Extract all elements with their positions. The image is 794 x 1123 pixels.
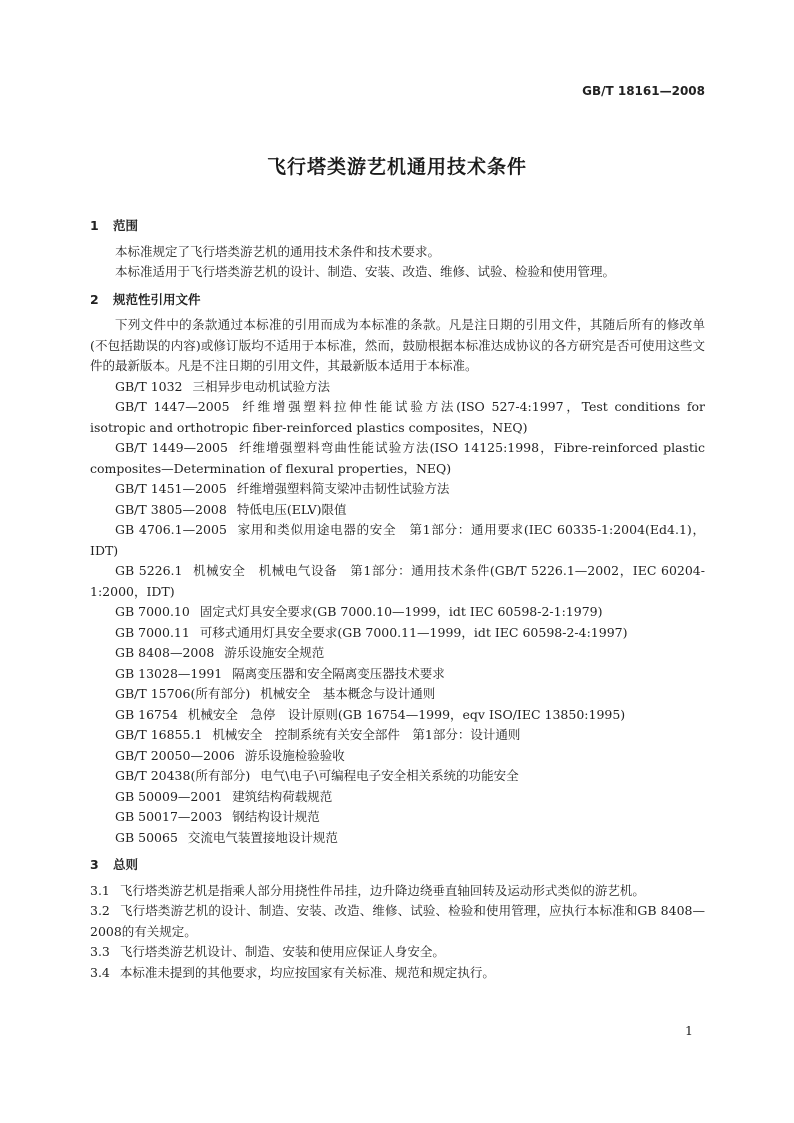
reference-code: GB 50017—2003	[115, 809, 223, 824]
section-number: 3	[90, 857, 99, 872]
reference-code: GB/T 15706(所有部分)	[115, 686, 251, 701]
paragraph: 下列文件中的条款通过本标准的引用而成为本标准的条款。凡是注日期的引用文件，其随后所有的修改单(不包括勘误的内容)或修订版均不适用于本标准，然而，鼓励根据本标准达成协议的各方研究是否可使用这些文件的最新版本。凡是不注日期的引用文件，其最新版本适用于本标准。	[90, 317, 705, 373]
paragraph: 本标准规定了飞行塔类游艺机的通用技术条件和技术要求。	[115, 243, 441, 259]
reference-entry	[90, 807, 705, 828]
reference-code: GB/T 20050—2006	[115, 747, 235, 763]
reference-code: GB 50009—2001	[115, 788, 223, 804]
reference-title: 交流电气装置接地设计规范	[187, 829, 338, 845]
clause-number: 3.3	[90, 944, 110, 959]
reference-code: GB 13028—1991	[115, 665, 223, 681]
reference-entry	[90, 377, 705, 398]
reference-entry	[90, 438, 705, 479]
reference-code: GB/T 1447—2005	[115, 399, 230, 414]
reference-title: 家用和类似用途电器的安全 第1部分：通用要求(IEC 60335-1:2004(Ed4.1)，IDT)	[90, 522, 705, 558]
reference-code: GB 5226.1	[115, 563, 183, 578]
document-title: 飞行塔类游艺机通用技术条件	[266, 156, 527, 178]
reference-title: 纤维增强塑料拉伸性能试验方法(ISO 527-4:1997，Test conditions for isotropic and orthotropic fiber-reinforced plastics composites，NEQ)	[90, 399, 705, 435]
paragraph: 本标准适用于飞行塔类游艺机的设计、制造、安装、改造、维修、试验、检验和使用管理。	[115, 264, 616, 279]
reference-entry	[90, 725, 705, 746]
reference-code: GB/T 16855.1	[115, 727, 203, 742]
section-1-heading	[90, 216, 705, 237]
reference-title: 机械安全 机械电气设备 第1部分：通用技术条件(GB/T 5226.1—2002，IEC 60204-1:2000，IDT)	[90, 563, 705, 599]
section-number: 1	[90, 218, 99, 233]
reference-entry	[90, 500, 705, 521]
reference-title: 固定式灯具安全要求(GB 7000.10—1999，idt IEC 60598-2-1:1979)	[199, 604, 603, 619]
reference-entry	[90, 623, 705, 644]
reference-entry	[90, 643, 705, 664]
reference-title: 特低电压(ELV)限值	[236, 501, 347, 517]
reference-code: GB 7000.10	[115, 604, 190, 619]
clause-list	[90, 881, 705, 984]
reference-title: 三相异步电动机试验方法	[192, 378, 331, 394]
reference-code: GB/T 1449—2005	[115, 440, 228, 455]
reference-code: GB 7000.11	[115, 624, 190, 640]
reference-code: GB/T 20438(所有部分)	[115, 768, 251, 783]
reference-code: GB 16754	[115, 706, 178, 722]
reference-title: 游乐设施检验验收	[244, 747, 345, 763]
clause-text: 飞行塔类游艺机是指乘人部分用挠性件吊挂，边升降边绕垂直轴回转及运动形式类似的游艺机。	[119, 882, 645, 898]
clause	[90, 963, 705, 984]
clause	[90, 881, 705, 902]
reference-title: 可移式通用灯具安全要求(GB 7000.11—1999，idt IEC 60598-2-4:1997)	[199, 624, 628, 640]
reference-entry	[90, 520, 705, 561]
clause-number: 3.2	[90, 903, 110, 918]
reference-title: 隔离变压器和安全隔离变压器技术要求	[232, 665, 445, 681]
section-3-heading	[90, 855, 705, 876]
reference-title: 纤维增强塑料弯曲性能试验方法(ISO 14125:1998，Fibre-reinforced plastic composites—Determination of flexural properties，NEQ)	[90, 440, 705, 476]
clause-number: 3.4	[90, 964, 110, 980]
document-body	[90, 216, 705, 983]
reference-title: 纤维增强塑料简支梁冲击韧性试验方法	[236, 481, 450, 496]
clause-number: 3.1	[90, 882, 110, 898]
reference-title: 机械安全 基本概念与设计通则	[260, 686, 436, 701]
reference-entry	[90, 766, 705, 787]
reference-entry	[90, 479, 705, 500]
reference-entry	[90, 684, 705, 705]
page-number: 1	[685, 1023, 693, 1038]
clause-text: 飞行塔类游艺机的设计、制造、安装、改造、维修、试验、检验和使用管理，应执行本标准和GB 8408—2008的有关规定。	[90, 903, 705, 939]
section-number: 2	[90, 291, 99, 307]
reference-code: GB/T 1451—2005	[115, 481, 227, 496]
reference-title: 建筑结构荷载规范	[232, 788, 333, 804]
reference-list	[90, 377, 705, 849]
reference-title: 游乐设施安全规范	[224, 645, 325, 660]
section-title: 总则	[113, 857, 139, 872]
reference-code: GB 8408—2008	[115, 645, 215, 660]
reference-entry	[90, 705, 705, 726]
reference-code: GB/T 1032	[115, 378, 183, 394]
clause	[90, 901, 705, 942]
reference-title: 机械安全 控制系统有关安全部件 第1部分：设计通则	[212, 727, 521, 742]
reference-entry	[90, 602, 705, 623]
reference-title: 钢结构设计规范	[232, 809, 320, 824]
section-title: 范围	[113, 218, 139, 233]
reference-entry	[90, 787, 705, 808]
section-2-heading	[90, 290, 705, 311]
reference-entry	[90, 397, 705, 438]
clause	[90, 942, 705, 963]
reference-entry	[90, 561, 705, 602]
standard-code: GB/T 18161—2008	[582, 84, 705, 98]
reference-entry	[90, 664, 705, 685]
reference-code: GB 4706.1—2005	[115, 522, 227, 537]
clause-text: 飞行塔类游艺机设计、制造、安装和使用应保证人身安全。	[119, 944, 445, 959]
reference-code: GB 50065	[115, 829, 178, 845]
section-title: 规范性引用文件	[113, 291, 201, 307]
reference-title: 机械安全 急停 设计原则(GB 16754—1999，eqv ISO/IEC 13850:1995)	[187, 706, 626, 722]
clause-text: 本标准未提到的其他要求，均应按国家有关标准、规范和规定执行。	[119, 964, 495, 980]
reference-title: 电气\电子\可编程电子安全相关系统的功能安全	[260, 768, 519, 783]
reference-entry	[90, 746, 705, 767]
reference-entry	[90, 828, 705, 849]
reference-code: GB/T 3805—2008	[115, 501, 227, 517]
